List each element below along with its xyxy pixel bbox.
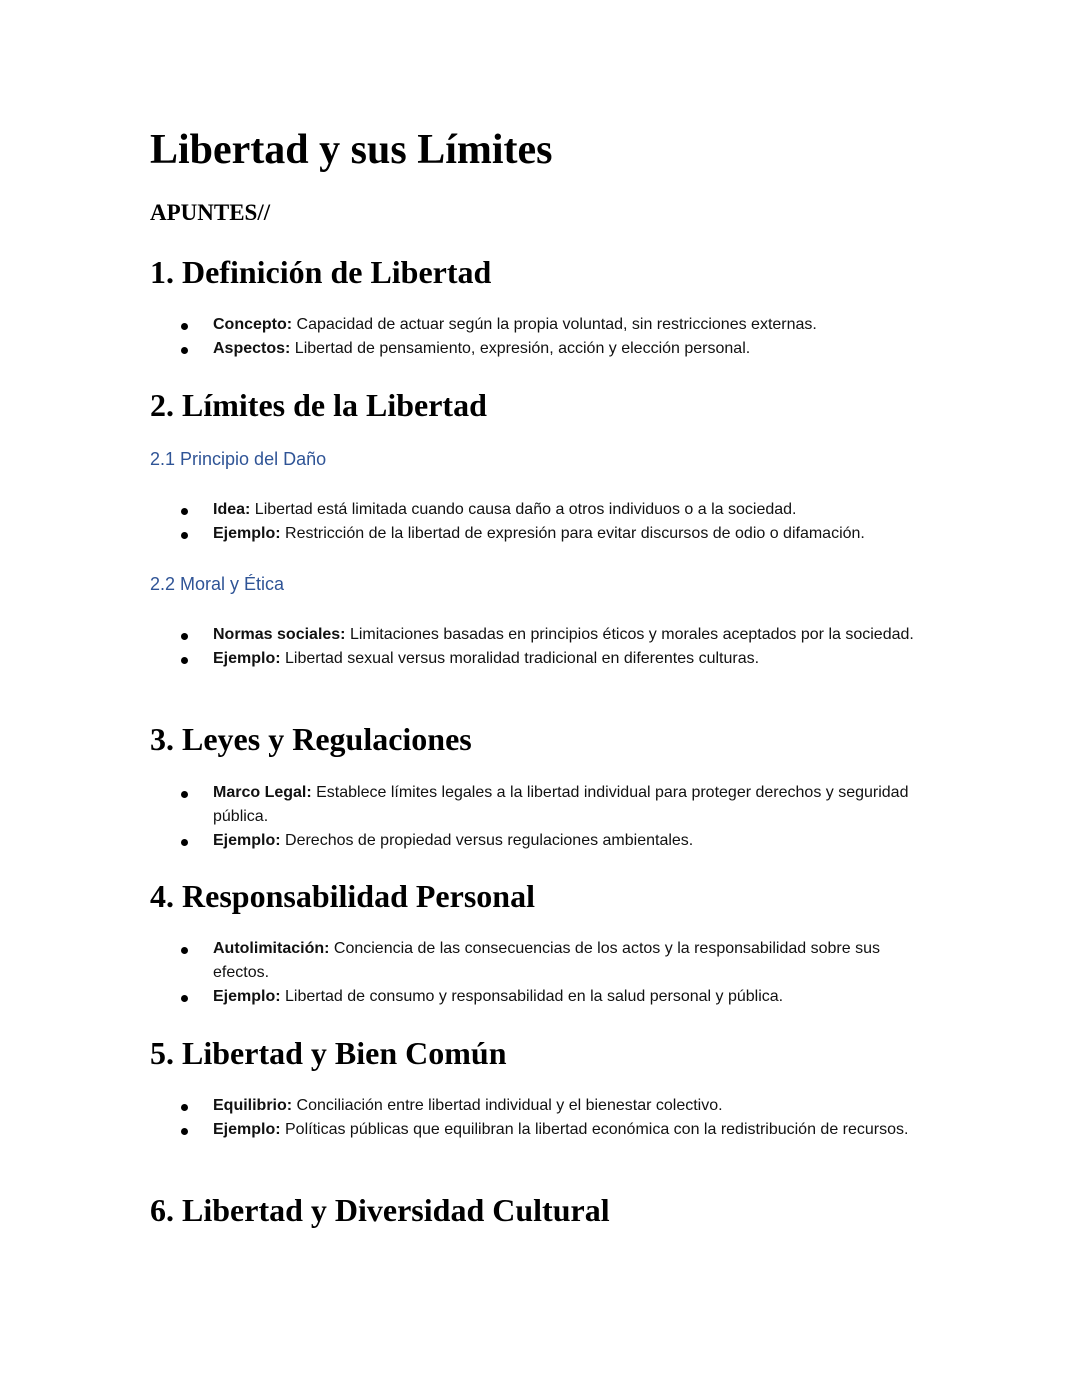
bullet-text: Capacidad de actuar según la propia voluntad, sin restricciones externas.	[292, 316, 817, 333]
bullet-term: Autolimitación:	[213, 940, 330, 957]
bullet-term: Ejemplo:	[213, 1121, 281, 1138]
bullet-term: Marco Legal:	[213, 784, 312, 801]
list-item	[150, 313, 930, 337]
list-item	[150, 937, 930, 985]
list-item	[150, 337, 930, 361]
bullet-term: Equilibrio:	[213, 1097, 293, 1114]
page-title: Libertad y sus Límites	[150, 127, 553, 173]
bullet-icon	[181, 657, 188, 664]
bullet-list	[150, 937, 930, 1009]
bullet-term: Ejemplo:	[213, 832, 281, 849]
bullet-icon	[181, 1128, 188, 1135]
bullet-term: Idea:	[213, 501, 251, 518]
bullet-icon	[181, 995, 188, 1002]
bullet-term: Normas sociales:	[213, 626, 346, 643]
bullet-text: Libertad está limitada cuando causa daño a otros individuos o a la sociedad.	[250, 501, 797, 518]
subsection-heading-2-2: 2.2 Moral y Ética	[150, 574, 285, 594]
bullet-icon	[181, 839, 188, 846]
bullet-list	[150, 313, 930, 361]
bullet-text: Conciliación entre libertad individual y el bienestar colectivo.	[292, 1097, 723, 1114]
bullet-text: Políticas públicas que equilibran la libertad económica con la redistribución de recursos.	[280, 1121, 909, 1138]
section-heading-2: 2. Límites de la Libertad	[150, 387, 487, 423]
list-item	[150, 498, 930, 522]
bullet-list	[150, 498, 930, 546]
bullet-icon	[181, 347, 188, 354]
bullet-term: Concepto:	[213, 316, 293, 333]
bullet-text: Derechos de propiedad versus regulaciones ambientales.	[280, 832, 694, 849]
list-item	[150, 1094, 930, 1118]
bullet-text: Conciencia de las consecuencias de los actos y la responsabilidad sobre sus efectos.	[213, 940, 880, 981]
section-heading-6: 6. Libertad y Diversidad Cultural	[150, 1192, 610, 1228]
list-item	[150, 985, 930, 1009]
list-item	[150, 522, 930, 546]
bullet-icon	[181, 791, 188, 798]
bullet-term: Ejemplo:	[213, 988, 281, 1005]
bullet-term: Aspectos:	[213, 340, 291, 357]
list-item	[150, 623, 930, 647]
bullet-text: Libertad sexual versus moralidad tradicional en diferentes culturas.	[280, 650, 760, 667]
section-heading-5: 5. Libertad y Bien Común	[150, 1035, 507, 1071]
bullet-text: Establece límites legales a la libertad individual para proteger derechos y seguridad pública.	[213, 784, 909, 825]
bullet-icon	[181, 508, 188, 515]
list-item	[150, 781, 930, 829]
subsection-heading-2-1: 2.1 Principio del Daño	[150, 449, 327, 469]
bullet-list	[150, 1094, 930, 1142]
bullet-list	[150, 623, 930, 671]
bullet-text: Libertad de consumo y responsabilidad en la salud personal y pública.	[280, 988, 784, 1005]
bullet-icon	[181, 633, 188, 640]
bullet-icon	[181, 532, 188, 539]
bullet-icon	[181, 323, 188, 330]
list-item	[150, 829, 930, 853]
list-item	[150, 647, 930, 671]
bullet-term: Ejemplo:	[213, 650, 281, 667]
bullet-icon	[181, 1104, 188, 1111]
list-item	[150, 1118, 930, 1142]
bullet-list	[150, 781, 930, 853]
section-heading-3: 3. Leyes y Regulaciones	[150, 721, 472, 757]
bullet-text: Libertad de pensamiento, expresión, acción y elección personal.	[290, 340, 751, 357]
bullet-term: Ejemplo:	[213, 525, 281, 542]
bullet-text: Restricción de la libertad de expresión para evitar discursos de odio o difamación.	[280, 525, 865, 542]
section-heading-1: 1. Definición de Libertad	[150, 254, 492, 290]
bullet-icon	[181, 947, 188, 954]
notes-label: APUNTES//	[150, 200, 271, 225]
section-heading-4: 4. Responsabilidad Personal	[150, 878, 535, 914]
bullet-text: Limitaciones basadas en principios éticos y morales aceptados por la sociedad.	[345, 626, 914, 643]
